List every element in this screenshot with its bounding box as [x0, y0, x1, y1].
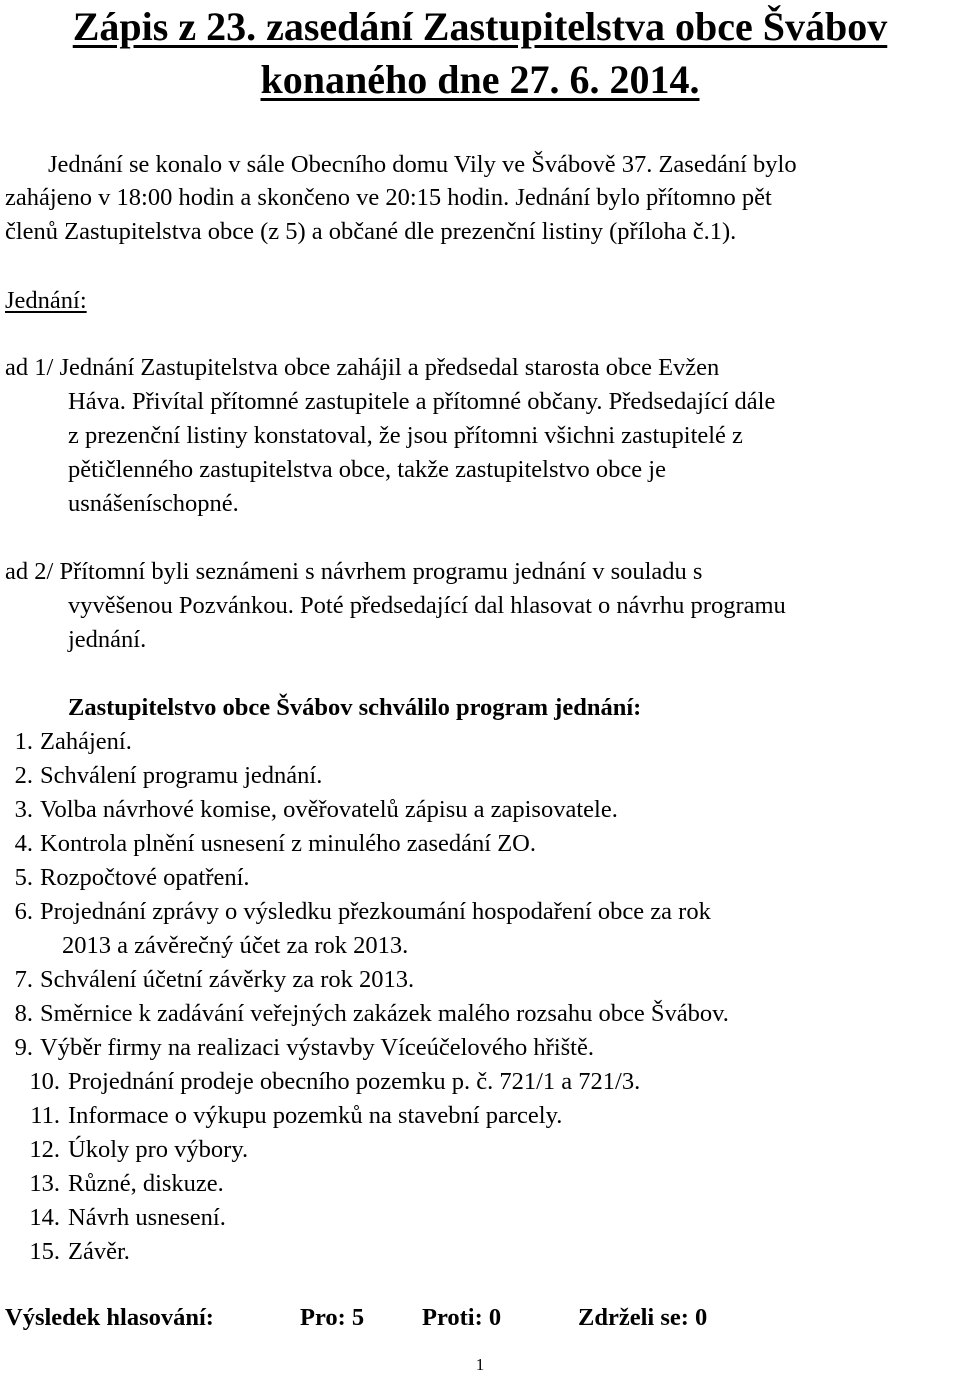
intro-line-2: zahájeno v 18:00 hodin a skončeno ve 20:15 hodin. Jednání bylo přítomno pět [5, 184, 772, 211]
list-item-text: Schválení účetní závěrky za rok 2013. [40, 966, 415, 993]
list-item [0, 1169, 224, 1199]
intro-line-1: Jednání se konalo v sále Obecního domu Vily ve Švábově 37. Zasedání bylo [48, 151, 797, 178]
program-heading: Zastupitelstvo obce Švábov schválilo program jednání: [68, 694, 642, 721]
list-item [0, 999, 729, 1029]
section-heading: Jednání: [5, 287, 87, 314]
agenda-point-label: ad 1/ [5, 354, 54, 381]
document-title-line-2: konaného dne 27. 6. 2014. [260, 57, 700, 102]
agenda-point-text: Jednání Zastupitelstva obce zahájil a předsedal starosta obce Evžen [59, 354, 720, 381]
list-item-text: Směrnice k zadávání veřejných zakázek malého rozsahu obce Švábov. [40, 1000, 729, 1027]
list-item-number: 1. [14, 728, 33, 755]
list-item-text: Závěr. [68, 1238, 130, 1265]
list-item-text: Různé, diskuze. [68, 1170, 224, 1197]
agenda-point-text: z prezenční listiny konstatoval, že jsou přítomni všichni zastupitelé z [68, 422, 743, 449]
list-item [0, 863, 250, 893]
agenda-point-text: jednání. [68, 626, 147, 653]
list-item [0, 1033, 594, 1063]
list-item-text: Zahájení. [40, 728, 132, 755]
list-item [0, 1101, 562, 1131]
list-item-number: 7. [14, 966, 33, 993]
agenda-point-text: vyvěšenou Pozvánkou. Poté předsedající dal hlasovat o návrhu programu [68, 592, 786, 619]
list-item [0, 1067, 640, 1097]
list-item-number: 10. [29, 1068, 60, 1095]
list-item-number: 8. [14, 1000, 33, 1027]
vote-label: Výsledek hlasování: [5, 1304, 214, 1331]
list-item-text: Úkoly pro výbory. [68, 1136, 249, 1163]
agenda-point-text: usnášeníschopné. [68, 490, 239, 517]
list-item [0, 965, 414, 995]
list-item-number: 11. [30, 1102, 60, 1129]
list-item [0, 829, 536, 859]
list-item [0, 1135, 248, 1165]
list-item [0, 727, 132, 757]
agenda-point-text: Háva. Přivítal přítomné zastupitele a přítomné občany. Předsedající dále [68, 388, 776, 415]
list-item [0, 795, 618, 825]
list-item-number: 5. [14, 864, 33, 891]
list-item-number: 6. [14, 898, 33, 925]
list-item-number: 14. [29, 1204, 60, 1231]
list-item-number: 4. [14, 830, 33, 857]
list-item-number: 9. [14, 1034, 33, 1061]
vote-against: Proti: 0 [422, 1304, 502, 1331]
list-item-number: 2. [14, 762, 33, 789]
list-item [0, 761, 322, 791]
page-number: 1 [475, 1355, 485, 1374]
agenda-point-text: pětičlenného zastupitelstva obce, takže zastupitelstvo obce je [68, 456, 666, 483]
document-title-line-1: Zápis z 23. zasedání Zastupitelstva obce Švábov [72, 4, 888, 49]
list-item-number: 13. [29, 1170, 60, 1197]
list-item-number: 12. [29, 1136, 60, 1163]
vote-abstained: Zdrželi se: 0 [578, 1304, 708, 1331]
list-item-text: Informace o výkupu pozemků na stavební parcely. [68, 1102, 563, 1129]
list-item-text: Projednání zprávy o výsledku přezkoumání hospodaření obce za rok [40, 898, 711, 925]
list-item-text: Návrh usnesení. [68, 1204, 226, 1231]
agenda-point-label: ad 2/ [5, 558, 54, 585]
vote-for: Pro: 5 [300, 1304, 365, 1331]
list-item-text: Schválení programu jednání. [40, 762, 323, 789]
list-item-text: Rozpočtové opatření. [40, 864, 250, 891]
intro-line-3: členů Zastupitelstva obce (z 5) a občané dle prezenční listiny (příloha č.1). [5, 218, 737, 245]
list-item [0, 897, 711, 927]
list-item-number: 15. [29, 1238, 60, 1265]
list-item-number: 3. [14, 796, 33, 823]
list-item-text: Volba návrhové komise, ověřovatelů zápisu a zapisovatele. [40, 796, 618, 823]
list-item-continuation: 2013 a závěrečný účet za rok 2013. [62, 932, 409, 959]
list-item [0, 1237, 130, 1267]
agenda-point-text: Přítomní byli seznámeni s návrhem programu jednání v souladu s [59, 558, 703, 585]
list-item [0, 1203, 226, 1233]
list-item-text: Výběr firmy na realizaci výstavby Víceúčelového hřiště. [40, 1034, 594, 1061]
list-item-text: Kontrola plnění usnesení z minulého zasedání ZO. [40, 830, 536, 857]
list-item-text: Projednání prodeje obecního pozemku p. č. 721/1 a 721/3. [68, 1068, 641, 1095]
